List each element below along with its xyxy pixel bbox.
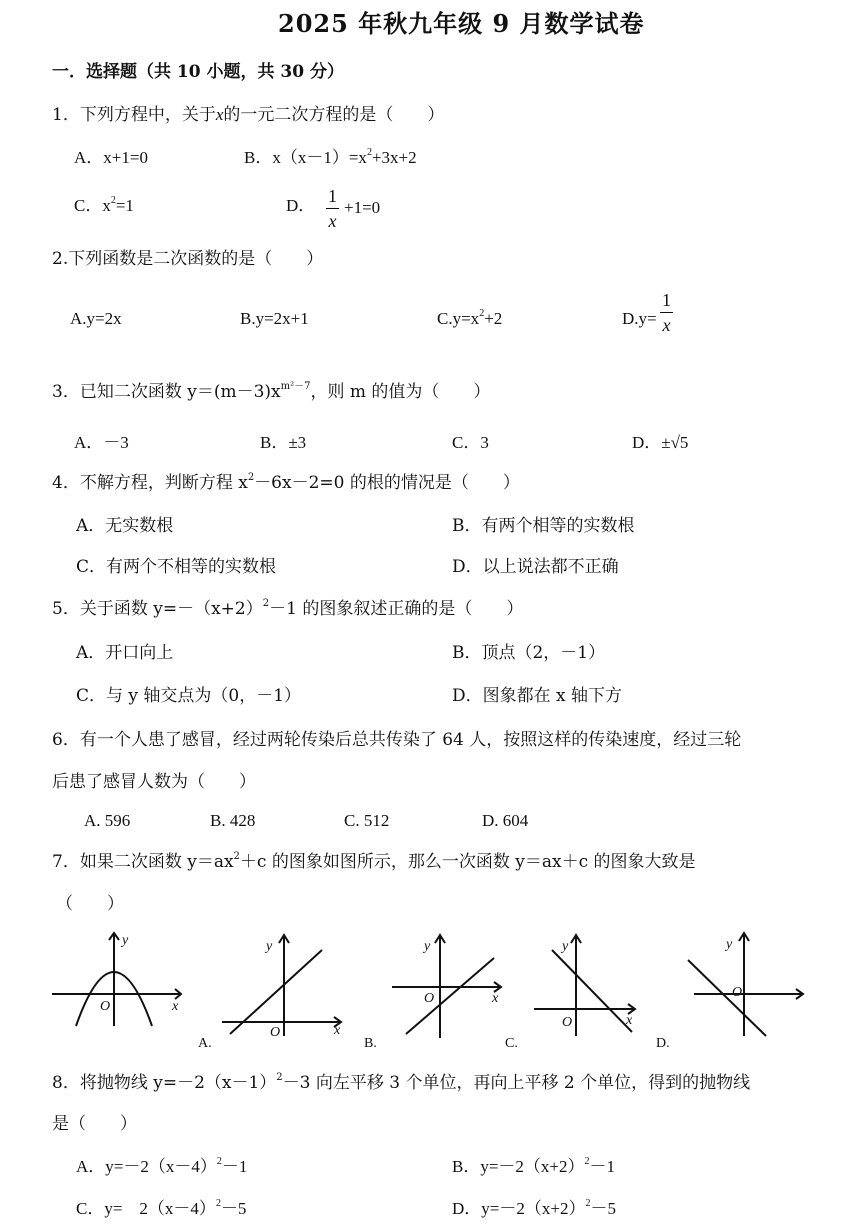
question-1-stem: [52, 106, 444, 124]
question-5-option-d[interactable]: D．图象都在 x 轴下方: [452, 686, 623, 706]
question-7-exponent: 2: [233, 851, 240, 862]
question-1-option-c[interactable]: [74, 197, 134, 214]
question-4-option-c[interactable]: C．有两个不相等的实数根: [76, 557, 277, 577]
fraction-numerator: 1: [660, 290, 673, 313]
option-b-text: B．y=－2（x+2）: [452, 1157, 585, 1176]
question-3-stem-text: 3．已知二次函数 y＝(m－3)x: [52, 382, 281, 402]
question-4-stem-text: 4．不解方程，判断方程 x: [52, 473, 248, 493]
option-c-text: C.y=x: [437, 309, 480, 328]
y-axis-label: y: [266, 939, 273, 954]
question-1-stem-text: 1．下列方程中，关于: [52, 105, 216, 125]
y-axis-label: y: [562, 939, 569, 954]
question-3-option-b[interactable]: B．±3: [260, 433, 307, 452]
question-7-option-a-graph[interactable]: [222, 930, 352, 1040]
option-b-text: B．x（x－1）=x: [244, 148, 367, 167]
x-axis-label: x: [334, 1023, 341, 1038]
question-8-stem-text: 8．将抛物线 y=－2（x－1）: [52, 1073, 277, 1093]
origin-label: O: [732, 985, 743, 1000]
option-d-text-end: －5: [590, 1199, 616, 1218]
question-6-option-d[interactable]: D. 604: [482, 811, 529, 830]
fraction-denominator: x: [662, 315, 671, 335]
option-c-text-end: +2: [484, 309, 503, 328]
x-axis-label: x: [626, 1013, 633, 1028]
question-3-stem-end: ，则 m 的值为（ ）: [310, 382, 491, 402]
question-8-option-d[interactable]: [452, 1200, 616, 1217]
option-c-exponent: 2: [110, 195, 116, 206]
page-title: 2025 年秋九年级 9 月数学试卷: [278, 9, 645, 38]
question-4-option-a[interactable]: A．无实数根: [76, 516, 174, 536]
option-a-exponent: 2: [216, 1156, 222, 1167]
question-8-stem-line-2: 是（ ）: [52, 1114, 137, 1134]
question-1-variable: x: [215, 105, 224, 124]
question-1-option-d-label[interactable]: D．: [286, 196, 316, 215]
fraction-numerator: 1: [326, 186, 339, 209]
option-a-text: A．y=－2（x－4）: [76, 1157, 217, 1176]
question-7-option-d-graph[interactable]: [684, 930, 814, 1040]
question-3-exponent: m²－7: [280, 381, 311, 392]
option-c-text-end: =1: [115, 196, 134, 215]
question-5-option-a[interactable]: A．开口向上: [76, 643, 174, 663]
question-7-option-b-graph[interactable]: [392, 930, 522, 1040]
question-2-option-a[interactable]: A.y=2x: [70, 309, 122, 328]
question-6-stem-line-2: 后患了感冒人数为（ ）: [52, 772, 256, 792]
question-6-option-c[interactable]: C. 512: [344, 811, 390, 830]
question-5-stem-end: －1 的图象叙述正确的是（ ）: [269, 599, 524, 619]
question-6-stem-line-1: 6．有一个人患了感冒，经过两轮传染后总共传染了 64 人，按照这样的传染速度，经过三轮: [52, 730, 742, 750]
question-4-stem-end: －6x－2=0 的根的情况是（ ）: [254, 473, 520, 493]
question-4-exponent: 2: [247, 472, 255, 483]
option-b-exponent: 2: [584, 1156, 590, 1167]
question-7-stem-end: ＋c 的图象如图所示，那么一次函数 y＝ax＋c 的图象大致是: [239, 852, 696, 872]
origin-label: O: [100, 999, 111, 1014]
x-axis-label: x: [172, 999, 179, 1014]
question-8-option-b[interactable]: [452, 1158, 615, 1175]
origin-label: O: [270, 1025, 281, 1040]
question-1-option-d-tail: +1=0: [344, 198, 381, 217]
option-d-exponent: 2: [585, 1198, 591, 1209]
question-8-stem: [52, 1072, 751, 1093]
option-b-text-end: +3x+2: [371, 148, 417, 167]
line-graph: [688, 960, 766, 1036]
question-6-option-b[interactable]: B. 428: [210, 811, 256, 830]
question-5-option-b[interactable]: B．顶点（2，－1）: [452, 643, 606, 663]
y-axis-label: y: [122, 933, 129, 948]
section-heading-multiple-choice: 一．选择题（共 10 小题，共 30 分）: [52, 62, 344, 82]
question-7-stem: [52, 851, 696, 872]
question-5-exponent: 2: [262, 598, 270, 609]
question-2-option-c[interactable]: [437, 310, 502, 327]
question-3-option-a[interactable]: A．－3: [74, 433, 129, 452]
question-3-option-c[interactable]: C．3: [452, 433, 489, 452]
question-7-label-c: C.: [505, 1036, 518, 1051]
origin-label: O: [562, 1015, 573, 1030]
option-c-text: C．y= 2（x－4）: [76, 1199, 216, 1218]
question-3-stem: [52, 381, 491, 402]
question-4-option-b[interactable]: B．有两个相等的实数根: [452, 516, 635, 536]
question-8-option-c[interactable]: [76, 1200, 246, 1217]
y-axis-label: y: [424, 939, 431, 954]
question-7-stem-text: 7．如果二次函数 y＝ax: [52, 852, 234, 872]
question-1-stem-end: 的一元二次方程的是（ ）: [223, 105, 445, 125]
question-2-stem: 2.下列函数是二次函数的是（ ）: [52, 249, 324, 269]
question-7-option-c-graph[interactable]: [534, 930, 664, 1040]
option-a-text-end: －1: [221, 1157, 248, 1176]
option-c-text: C．x: [74, 196, 111, 215]
question-1-option-d-fraction: [326, 186, 339, 232]
question-1-option-a[interactable]: A．x+1=0: [74, 148, 148, 167]
question-5-stem-text: 5．关于函数 y=－（x+2）: [52, 599, 263, 619]
question-1-option-b[interactable]: [244, 149, 417, 166]
option-c-exponent: 2: [215, 1198, 221, 1209]
fraction-denominator: x: [328, 211, 337, 231]
question-7-stem-line-2: （ ）: [56, 894, 124, 914]
question-8-stem-end: －3 向左平移 3 个单位，再向上平移 2 个单位，得到的抛物线: [282, 1073, 751, 1093]
option-c-text-end: －5: [220, 1199, 247, 1218]
question-7-label-a: A.: [198, 1036, 212, 1051]
option-d-text: D．y=－2（x+2）: [452, 1199, 586, 1218]
question-5-stem: [52, 598, 524, 619]
question-7-label-b: B.: [364, 1036, 377, 1051]
option-b-exponent: 2: [366, 147, 372, 158]
y-axis-label: y: [726, 937, 733, 952]
question-2-option-d-label[interactable]: D.y=: [622, 309, 657, 328]
question-8-option-a[interactable]: [76, 1158, 247, 1175]
question-4-option-d[interactable]: D．以上说法都不正确: [452, 557, 619, 577]
question-3-option-d[interactable]: D．±√5: [632, 433, 689, 452]
question-5-option-c[interactable]: C．与 y 轴交点为（0，－1）: [76, 686, 302, 706]
option-b-text-end: －1: [589, 1157, 616, 1176]
question-7-parabola-graph: [52, 930, 192, 1030]
question-7-label-d: D.: [656, 1036, 670, 1051]
origin-label: O: [424, 991, 435, 1006]
question-2-option-d-fraction: [660, 290, 673, 336]
question-4-stem: [52, 472, 520, 493]
x-axis-label: x: [492, 991, 499, 1006]
question-8-exponent: 2: [276, 1072, 283, 1083]
line-graph: [406, 958, 494, 1034]
option-c-exponent: 2: [479, 308, 485, 319]
question-2-option-b[interactable]: B.y=2x+1: [240, 309, 309, 328]
question-6-option-a[interactable]: A. 596: [84, 811, 131, 830]
